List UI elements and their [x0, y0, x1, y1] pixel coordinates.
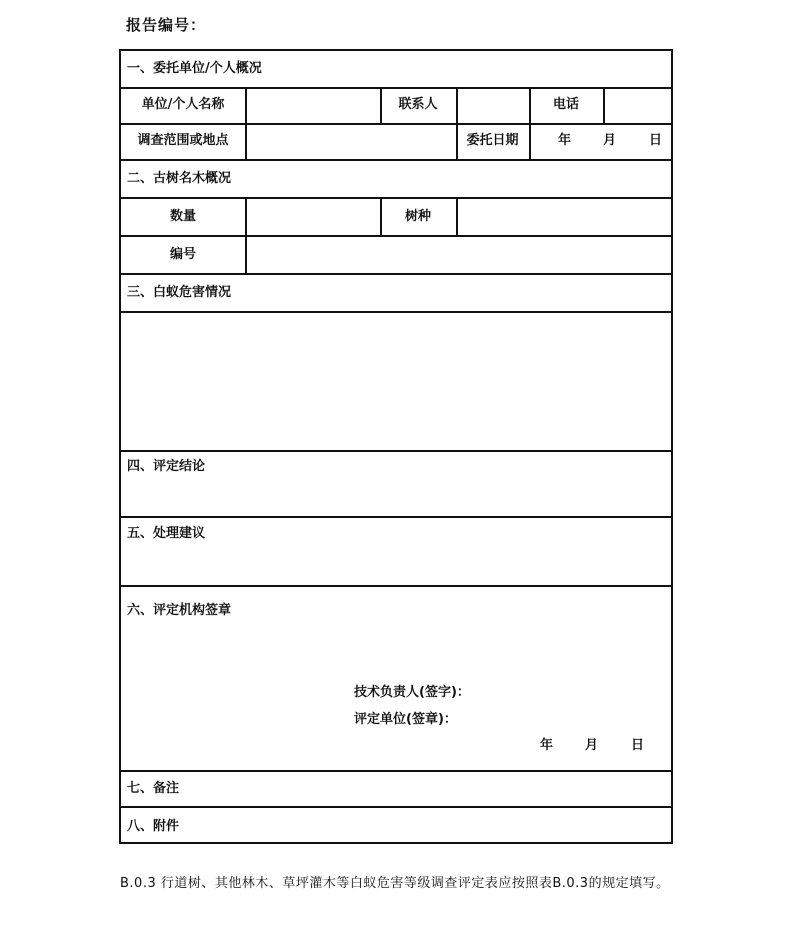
field-label-commission-date: 委托日期 — [466, 133, 519, 148]
rule — [121, 123, 671, 125]
footer-note: B.0.3 行道树、其他林木、草坪灌木等白蚁危害等级调查评定表应按照表B.0.3的规定填写。 — [120, 876, 670, 891]
rule — [121, 450, 671, 452]
report-number-label: 报告编号： — [126, 16, 207, 34]
rule — [121, 585, 671, 587]
rule — [121, 87, 671, 89]
section-title: 七、备注 — [127, 781, 180, 796]
rule — [121, 159, 671, 161]
field-label-phone: 电话 — [552, 97, 579, 112]
rule — [603, 87, 605, 123]
field-label-number: 编号 — [169, 247, 196, 262]
date-year: 年 — [558, 133, 572, 148]
section-title: 二、古树名木概况 — [127, 171, 232, 186]
field-label-quantity: 数量 — [169, 209, 196, 224]
section-title: 三、白蚁危害情况 — [127, 285, 232, 300]
rule — [456, 197, 458, 235]
sign-date-month: 月 — [585, 738, 599, 753]
rule — [121, 197, 671, 199]
tech-lead-signature-label: 技术负责人(签字)： — [354, 685, 470, 700]
rule — [121, 311, 671, 313]
rule — [121, 806, 671, 808]
section-title: 八、附件 — [127, 819, 180, 834]
rule — [245, 87, 247, 159]
field-label-contact: 联系人 — [398, 97, 438, 112]
rule — [456, 87, 458, 123]
field-label-species: 树种 — [404, 209, 431, 224]
rule — [121, 516, 671, 518]
section-title: 六、评定机构签章 — [127, 603, 232, 618]
rule — [245, 197, 247, 273]
section-title: 四、评定结论 — [127, 459, 206, 474]
section-title: 一、委托单位/个人概况 — [127, 61, 262, 76]
sign-date-day: 日 — [631, 738, 645, 753]
section-title: 五、处理建议 — [127, 526, 206, 541]
field-label-survey-scope: 调查范围或地点 — [137, 133, 229, 148]
field-label-unit-name: 单位/个人名称 — [141, 97, 225, 112]
rule — [121, 273, 671, 275]
rule — [121, 235, 671, 237]
date-day: 日 — [649, 133, 663, 148]
unit-seal-label: 评定单位(签章)： — [354, 712, 457, 727]
sign-date-year: 年 — [540, 738, 554, 753]
date-month: 月 — [603, 133, 617, 148]
survey-form — [119, 49, 673, 844]
rule — [121, 770, 671, 772]
